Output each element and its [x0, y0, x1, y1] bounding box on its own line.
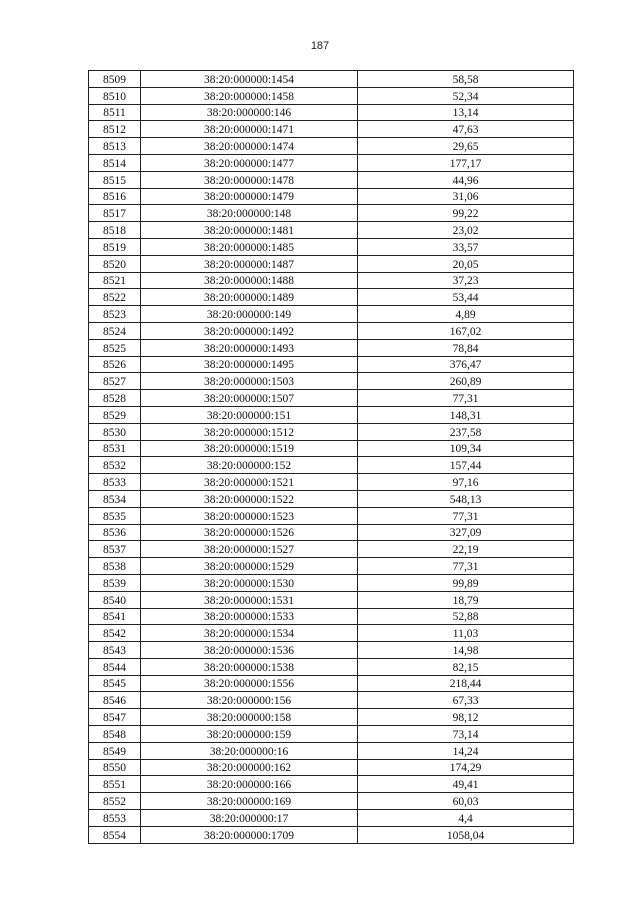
area-value-cell: 52,88 [358, 608, 574, 625]
area-value-cell: 109,34 [358, 440, 574, 457]
area-value-cell: 177,17 [358, 154, 574, 171]
cadastral-number-cell: 38:20:000000:149 [141, 306, 358, 323]
area-value-cell: 14,24 [358, 742, 574, 759]
row-number-cell: 8539 [89, 574, 141, 591]
table-row [89, 406, 574, 423]
area-value-cell: 4,89 [358, 306, 574, 323]
cadastral-number-cell: 38:20:000000:1458 [141, 87, 358, 104]
table-row [89, 356, 574, 373]
table-row [89, 826, 574, 843]
cadastral-number-cell: 38:20:000000:151 [141, 406, 358, 423]
row-number-cell: 8537 [89, 541, 141, 558]
row-number-cell: 8519 [89, 238, 141, 255]
area-value-cell: 14,98 [358, 642, 574, 659]
area-value-cell: 58,58 [358, 71, 574, 88]
row-number-cell: 8552 [89, 793, 141, 810]
table-row [89, 726, 574, 743]
table-row [89, 810, 574, 827]
table-row [89, 440, 574, 457]
row-number-cell: 8527 [89, 373, 141, 390]
cadastral-number-cell: 38:20:000000:1523 [141, 507, 358, 524]
row-number-cell: 8529 [89, 406, 141, 423]
parcel-table [88, 70, 574, 844]
row-number-cell: 8538 [89, 558, 141, 575]
area-value-cell: 82,15 [358, 658, 574, 675]
cadastral-number-cell: 38:20:000000:1522 [141, 490, 358, 507]
table-row [89, 222, 574, 239]
table-row [89, 776, 574, 793]
area-value-cell: 20,05 [358, 255, 574, 272]
cadastral-number-cell: 38:20:000000:152 [141, 457, 358, 474]
table-row [89, 255, 574, 272]
cadastral-number-cell: 38:20:000000:1521 [141, 474, 358, 491]
area-value-cell: 47,63 [358, 121, 574, 138]
table-row [89, 121, 574, 138]
table-row [89, 306, 574, 323]
row-number-cell: 8543 [89, 642, 141, 659]
row-number-cell: 8528 [89, 390, 141, 407]
area-value-cell: 23,02 [358, 222, 574, 239]
cadastral-number-cell: 38:20:000000:1487 [141, 255, 358, 272]
area-value-cell: 260,89 [358, 373, 574, 390]
cadastral-number-cell: 38:20:000000:1534 [141, 625, 358, 642]
row-number-cell: 8523 [89, 306, 141, 323]
cadastral-number-cell: 38:20:000000:1530 [141, 574, 358, 591]
area-value-cell: 31,06 [358, 188, 574, 205]
table-row [89, 742, 574, 759]
cadastral-number-cell: 38:20:000000:1488 [141, 272, 358, 289]
row-number-cell: 8516 [89, 188, 141, 205]
area-value-cell: 148,31 [358, 406, 574, 423]
row-number-cell: 8551 [89, 776, 141, 793]
table-row [89, 238, 574, 255]
row-number-cell: 8550 [89, 759, 141, 776]
table-row [89, 625, 574, 642]
cadastral-number-cell: 38:20:000000:1474 [141, 138, 358, 155]
cadastral-number-cell: 38:20:000000:1538 [141, 658, 358, 675]
table-row [89, 171, 574, 188]
row-number-cell: 8511 [89, 104, 141, 121]
cadastral-number-cell: 38:20:000000:1492 [141, 322, 358, 339]
row-number-cell: 8554 [89, 826, 141, 843]
area-value-cell: 77,31 [358, 390, 574, 407]
cadastral-number-cell: 38:20:000000:1512 [141, 423, 358, 440]
table-row [89, 524, 574, 541]
row-number-cell: 8541 [89, 608, 141, 625]
row-number-cell: 8540 [89, 591, 141, 608]
area-value-cell: 237,58 [358, 423, 574, 440]
row-number-cell: 8545 [89, 675, 141, 692]
table-row [89, 658, 574, 675]
row-number-cell: 8534 [89, 490, 141, 507]
row-number-cell: 8533 [89, 474, 141, 491]
row-number-cell: 8513 [89, 138, 141, 155]
row-number-cell: 8510 [89, 87, 141, 104]
area-value-cell: 73,14 [358, 726, 574, 743]
table-row [89, 205, 574, 222]
cadastral-number-cell: 38:20:000000:1533 [141, 608, 358, 625]
table-row [89, 289, 574, 306]
row-number-cell: 8526 [89, 356, 141, 373]
cadastral-number-cell: 38:20:000000:1454 [141, 71, 358, 88]
cadastral-number-cell: 38:20:000000:162 [141, 759, 358, 776]
cadastral-number-cell: 38:20:000000:1531 [141, 591, 358, 608]
cadastral-number-cell: 38:20:000000:1479 [141, 188, 358, 205]
cadastral-number-cell: 38:20:000000:146 [141, 104, 358, 121]
table-row [89, 474, 574, 491]
area-value-cell: 60,03 [358, 793, 574, 810]
area-value-cell: 77,31 [358, 558, 574, 575]
area-value-cell: 49,41 [358, 776, 574, 793]
area-value-cell: 13,14 [358, 104, 574, 121]
table-row [89, 87, 574, 104]
cadastral-number-cell: 38:20:000000:1526 [141, 524, 358, 541]
table-row [89, 104, 574, 121]
cadastral-number-cell: 38:20:000000:1507 [141, 390, 358, 407]
table-row [89, 608, 574, 625]
row-number-cell: 8546 [89, 692, 141, 709]
table-row [89, 541, 574, 558]
row-number-cell: 8525 [89, 339, 141, 356]
cadastral-number-cell: 38:20:000000:1556 [141, 675, 358, 692]
area-value-cell: 44,96 [358, 171, 574, 188]
area-value-cell: 77,31 [358, 507, 574, 524]
cadastral-number-cell: 38:20:000000:17 [141, 810, 358, 827]
table-row [89, 71, 574, 88]
cadastral-number-cell: 38:20:000000:1478 [141, 171, 358, 188]
cadastral-number-cell: 38:20:000000:1495 [141, 356, 358, 373]
cadastral-number-cell: 38:20:000000:1471 [141, 121, 358, 138]
area-value-cell: 99,89 [358, 574, 574, 591]
cadastral-number-cell: 38:20:000000:1527 [141, 541, 358, 558]
table-row [89, 709, 574, 726]
area-value-cell: 37,23 [358, 272, 574, 289]
row-number-cell: 8522 [89, 289, 141, 306]
area-value-cell: 52,34 [358, 87, 574, 104]
row-number-cell: 8520 [89, 255, 141, 272]
row-number-cell: 8536 [89, 524, 141, 541]
table-row [89, 558, 574, 575]
table-row [89, 390, 574, 407]
area-value-cell: 174,29 [358, 759, 574, 776]
table-row [89, 490, 574, 507]
table-row [89, 423, 574, 440]
cadastral-number-cell: 38:20:000000:1481 [141, 222, 358, 239]
row-number-cell: 8512 [89, 121, 141, 138]
area-value-cell: 98,12 [358, 709, 574, 726]
table-row [89, 272, 574, 289]
area-value-cell: 29,65 [358, 138, 574, 155]
table-row [89, 759, 574, 776]
table-row [89, 507, 574, 524]
cadastral-number-cell: 38:20:000000:169 [141, 793, 358, 810]
table-row [89, 322, 574, 339]
cadastral-number-cell: 38:20:000000:1489 [141, 289, 358, 306]
area-value-cell: 548,13 [358, 490, 574, 507]
cadastral-number-cell: 38:20:000000:1485 [141, 238, 358, 255]
cadastral-number-cell: 38:20:000000:1519 [141, 440, 358, 457]
table-row [89, 188, 574, 205]
cadastral-number-cell: 38:20:000000:166 [141, 776, 358, 793]
cadastral-number-cell: 38:20:000000:1493 [141, 339, 358, 356]
row-number-cell: 8544 [89, 658, 141, 675]
area-value-cell: 99,22 [358, 205, 574, 222]
row-number-cell: 8542 [89, 625, 141, 642]
table-row [89, 154, 574, 171]
cadastral-number-cell: 38:20:000000:158 [141, 709, 358, 726]
row-number-cell: 8531 [89, 440, 141, 457]
area-value-cell: 22,19 [358, 541, 574, 558]
area-value-cell: 1058,04 [358, 826, 574, 843]
area-value-cell: 53,44 [358, 289, 574, 306]
table-row [89, 339, 574, 356]
area-value-cell: 67,33 [358, 692, 574, 709]
area-value-cell: 78,84 [358, 339, 574, 356]
table-row [89, 642, 574, 659]
area-value-cell: 33,57 [358, 238, 574, 255]
area-value-cell: 4,4 [358, 810, 574, 827]
area-value-cell: 97,16 [358, 474, 574, 491]
row-number-cell: 8530 [89, 423, 141, 440]
cadastral-number-cell: 38:20:000000:1536 [141, 642, 358, 659]
area-value-cell: 167,02 [358, 322, 574, 339]
table-row [89, 457, 574, 474]
row-number-cell: 8532 [89, 457, 141, 474]
area-value-cell: 327,09 [358, 524, 574, 541]
row-number-cell: 8547 [89, 709, 141, 726]
cadastral-number-cell: 38:20:000000:16 [141, 742, 358, 759]
row-number-cell: 8515 [89, 171, 141, 188]
cadastral-number-cell: 38:20:000000:159 [141, 726, 358, 743]
table-row [89, 793, 574, 810]
parcel-table-body [89, 71, 574, 844]
page-number: 187 [310, 40, 330, 52]
table-row [89, 574, 574, 591]
row-number-cell: 8517 [89, 205, 141, 222]
row-number-cell: 8509 [89, 71, 141, 88]
area-value-cell: 218,44 [358, 675, 574, 692]
row-number-cell: 8549 [89, 742, 141, 759]
cadastral-number-cell: 38:20:000000:1529 [141, 558, 358, 575]
table-row [89, 373, 574, 390]
row-number-cell: 8524 [89, 322, 141, 339]
row-number-cell: 8514 [89, 154, 141, 171]
cadastral-number-cell: 38:20:000000:1709 [141, 826, 358, 843]
table-row [89, 675, 574, 692]
row-number-cell: 8548 [89, 726, 141, 743]
table-row [89, 138, 574, 155]
table-row [89, 591, 574, 608]
cadastral-number-cell: 38:20:000000:1477 [141, 154, 358, 171]
cadastral-number-cell: 38:20:000000:1503 [141, 373, 358, 390]
row-number-cell: 8518 [89, 222, 141, 239]
cadastral-number-cell: 38:20:000000:148 [141, 205, 358, 222]
area-value-cell: 157,44 [358, 457, 574, 474]
area-value-cell: 18,79 [358, 591, 574, 608]
area-value-cell: 376,47 [358, 356, 574, 373]
row-number-cell: 8553 [89, 810, 141, 827]
table-row [89, 692, 574, 709]
cadastral-number-cell: 38:20:000000:156 [141, 692, 358, 709]
row-number-cell: 8535 [89, 507, 141, 524]
area-value-cell: 11,03 [358, 625, 574, 642]
row-number-cell: 8521 [89, 272, 141, 289]
